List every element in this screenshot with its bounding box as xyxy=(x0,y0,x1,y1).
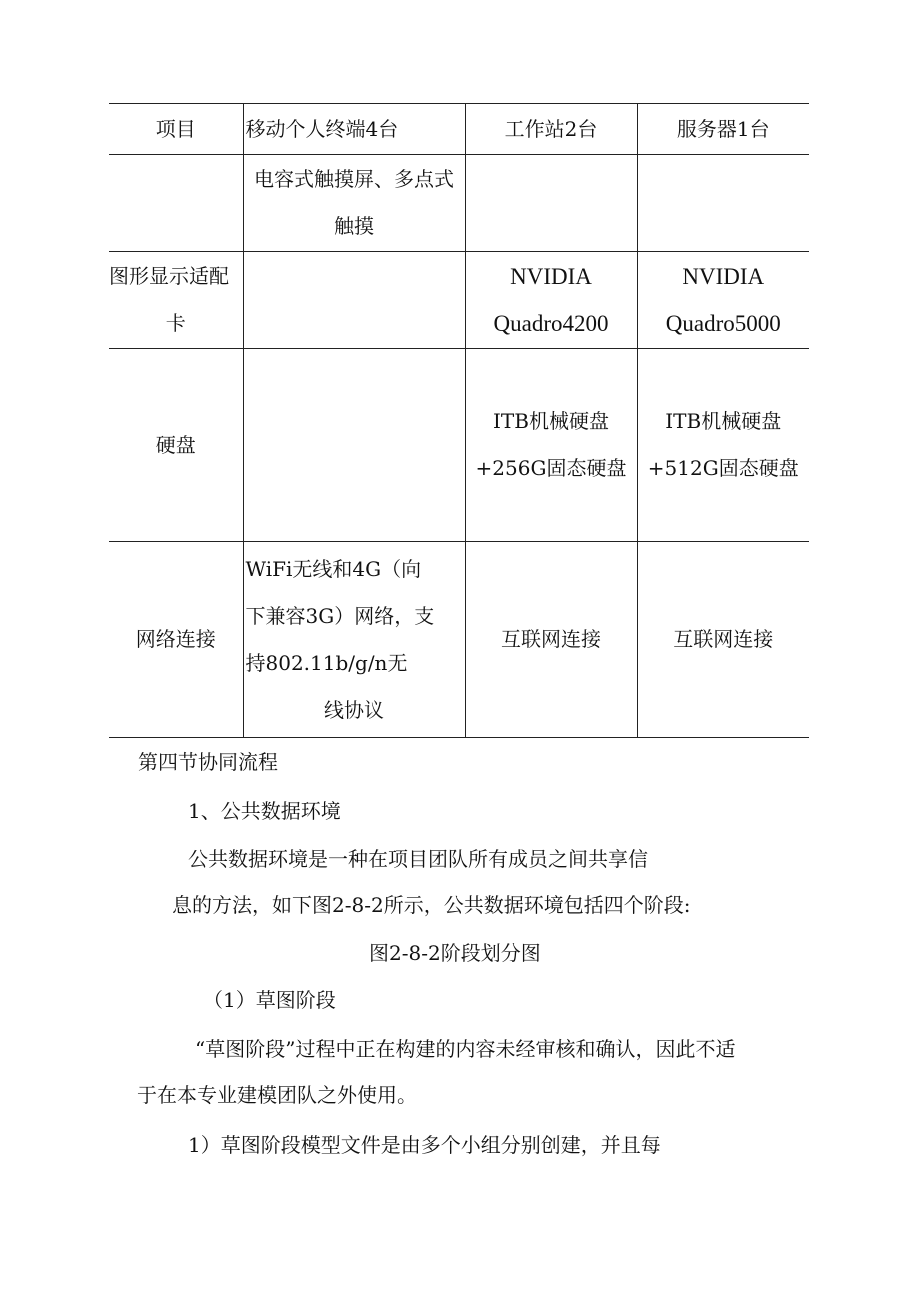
cell-item: 网络连接 xyxy=(109,542,243,738)
spec-table xyxy=(109,103,809,738)
table-row xyxy=(109,155,809,252)
cell-item xyxy=(109,252,243,349)
cell-workstation xyxy=(465,155,637,252)
table-row xyxy=(109,252,809,349)
cell-server xyxy=(637,155,809,252)
cell-line: NVIDIA xyxy=(682,264,765,289)
table-row xyxy=(109,349,809,542)
cell-server xyxy=(637,252,809,349)
header-workstation: 工作站2台 xyxy=(465,104,637,155)
cell-line: +512G固态硬盘 xyxy=(647,456,799,480)
cell-line: ITB机械硬盘 xyxy=(493,409,609,433)
header-server: 服务器1台 xyxy=(637,104,809,155)
cell-line: 持802.11b/g/n无 xyxy=(245,650,408,675)
section-title: 第四节协同流程 xyxy=(138,750,278,774)
stage-heading: （1）草图阶段 xyxy=(203,988,336,1012)
sub-heading: 1、公共数据环境 xyxy=(188,799,341,823)
paragraph-line: 公共数据环境是一种在项目团队所有成员之间共享信 xyxy=(188,847,648,871)
cell-line: 触摸 xyxy=(334,214,374,238)
cell-server xyxy=(637,349,809,542)
paragraph-line: 于在本专业建模团队之外使用。 xyxy=(137,1083,417,1107)
cell-server: 互联网连接 xyxy=(637,542,809,738)
header-mobile: 移动个人终端4台 xyxy=(243,104,465,155)
cell-workstation xyxy=(465,252,637,349)
cell-line: ITB机械硬盘 xyxy=(665,409,782,433)
table-header-row xyxy=(109,104,809,155)
cell-line: 下兼容3G）网络，支 xyxy=(245,603,435,628)
cell-line: NVIDIA xyxy=(510,264,592,289)
cell-line: +256G固态硬盘 xyxy=(475,456,627,480)
header-item: 项目 xyxy=(109,104,243,155)
figure-caption: 图2-8-2阶段划分图 xyxy=(369,941,541,965)
cell-mobile xyxy=(243,542,465,738)
cell-mobile xyxy=(243,155,465,252)
paragraph-line: 1）草图阶段模型文件是由多个小组分别创建，并且每 xyxy=(188,1133,661,1157)
cell-mobile xyxy=(243,252,465,349)
cell-item: 硬盘 xyxy=(109,349,243,542)
paragraph-line: 息的方法，如下图2-8-2所示，公共数据环境包括四个阶段: xyxy=(172,893,691,917)
cell-workstation: 互联网连接 xyxy=(465,542,637,738)
cell-line: Quadro4200 xyxy=(493,311,609,336)
paragraph-line: “草图阶段”过程中正在构建的内容未经审核和确认，因此不适 xyxy=(195,1037,736,1061)
cell-line: Quadro5000 xyxy=(665,311,781,336)
cell-line: WiFi无线和4G（向 xyxy=(245,556,422,581)
table-row xyxy=(109,542,809,738)
cell-line: 线协议 xyxy=(324,697,384,722)
cell-line: 卡 xyxy=(165,311,186,335)
cell-line: 电容式触摸屏、多点式 xyxy=(254,167,454,191)
cell-line: 图形显示适配 xyxy=(109,264,229,288)
cell-mobile xyxy=(243,349,465,542)
cell-workstation xyxy=(465,349,637,542)
cell-item xyxy=(109,155,243,252)
